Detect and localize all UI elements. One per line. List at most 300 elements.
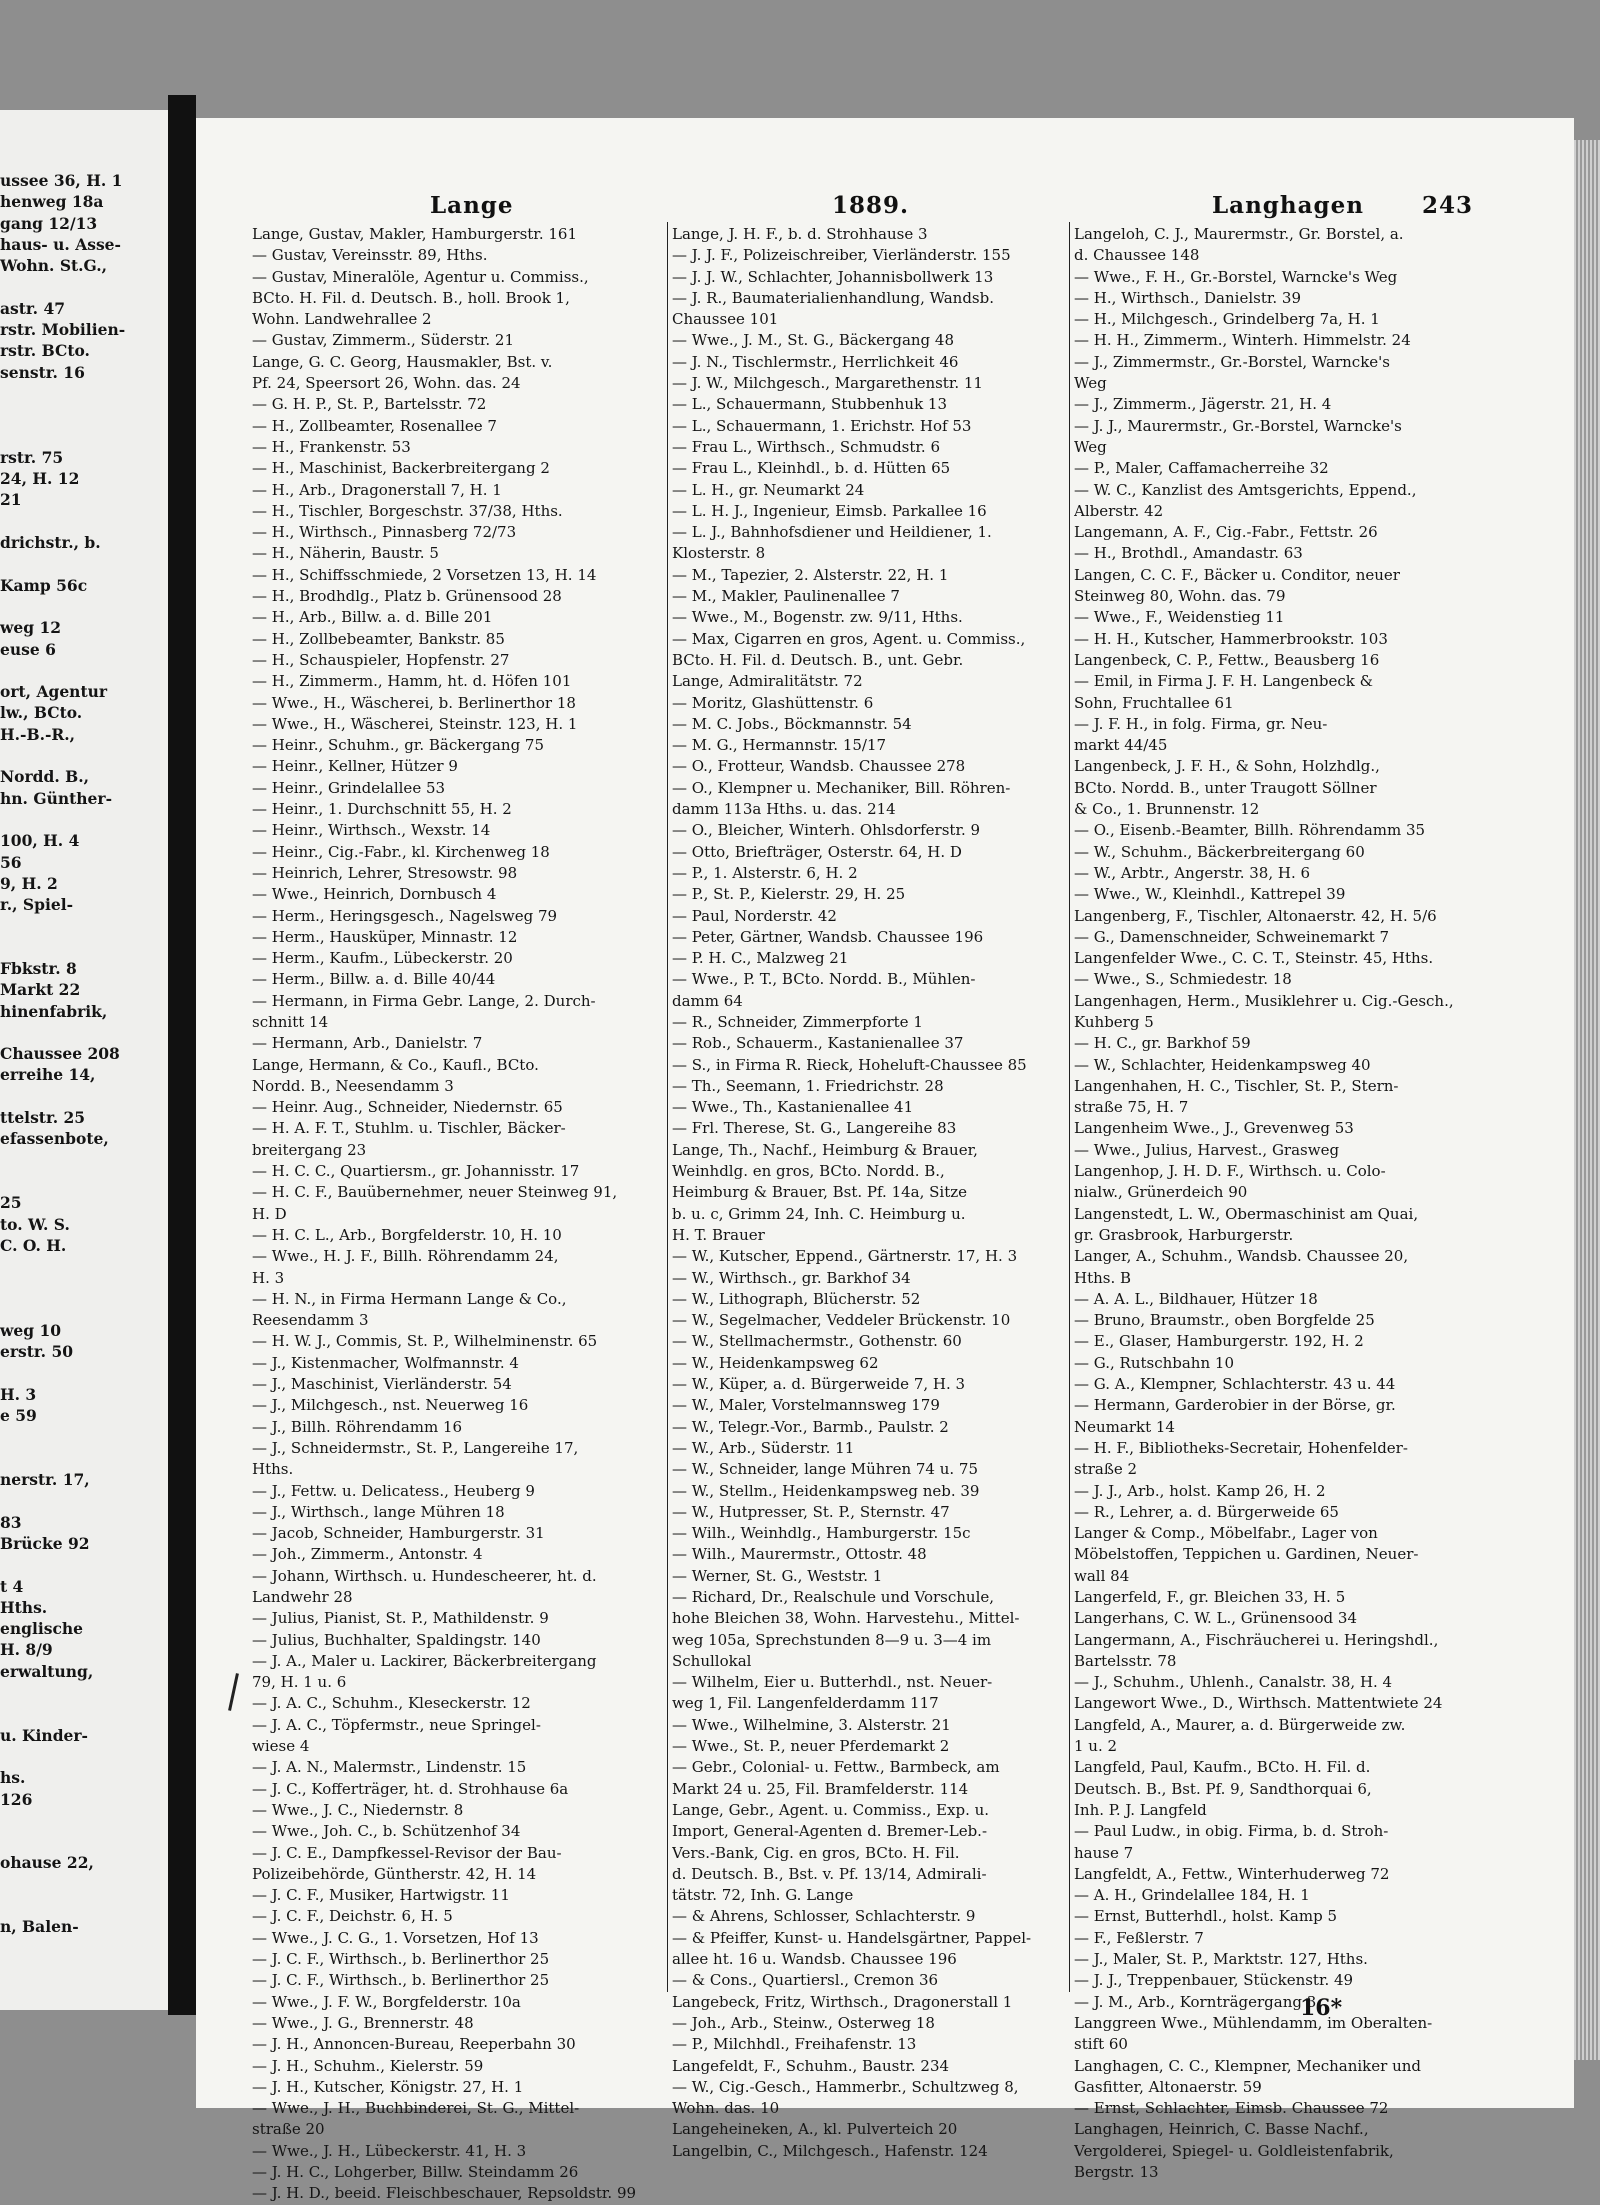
entry-line: — J. C. F., Wirthsch., b. Berlinerthor 25 xyxy=(252,1950,550,1969)
entry-line: Neumarkt 14 xyxy=(1074,1417,1175,1436)
entry-line: — W., Schuhm., Bäckerbreitergang 60 xyxy=(1074,842,1365,861)
entry-line: — Frau L., Kleinhdl., b. d. Hütten 65 xyxy=(672,459,951,478)
entry-line: straße 20 xyxy=(252,2120,325,2139)
left-page-line xyxy=(0,660,168,681)
entry-line: — W., Maler, Vorstelmannsweg 179 xyxy=(672,1396,940,1415)
directory-column-3 xyxy=(1074,224,1488,2183)
left-page-line: ohause 22, xyxy=(0,1853,94,1873)
entry-line: Heimburg & Brauer, Bst. Pf. 14a, Sitze xyxy=(672,1183,968,1202)
entry-line: Schullokal xyxy=(672,1651,752,1670)
left-page-line: Kamp 56c xyxy=(0,575,88,595)
entry-line: — H., Wirthsch., Danielstr. 39 xyxy=(1074,288,1301,307)
left-page-line xyxy=(0,1171,168,1192)
left-page-line xyxy=(0,745,168,766)
left-page-line xyxy=(0,404,168,425)
entry-line: — J. R., Baumaterialienhandlung, Wandsb. xyxy=(672,288,995,307)
left-page-line xyxy=(0,1895,168,1916)
entry-line: — Hermann, Arb., Danielstr. 7 xyxy=(252,1034,483,1053)
entry-line: Langermann, A., Fischräucherei u. Heringshdl., xyxy=(1074,1630,1439,1649)
left-page-line xyxy=(0,426,168,447)
entry-line: — J., Schuhm., Uhlenh., Canalstr. 38, H. 4 xyxy=(1074,1673,1393,1692)
entry-line: — J. H., Annoncen-Bureau, Reeperbahn 30 xyxy=(252,2035,576,2054)
page-number: 243 xyxy=(1422,192,1474,219)
entry-line: — Wwe., F. H., Gr.-Borstel, Warncke's Weg xyxy=(1074,267,1398,286)
entry-line: — Wwe., Heinrich, Dornbusch 4 xyxy=(252,885,497,904)
entry-line: — O., Bleicher, Winterh. Ohlsdorferstr. 9 xyxy=(672,821,981,840)
entry-line: — J., Kistenmacher, Wolfmannstr. 4 xyxy=(252,1353,519,1372)
entry-line: — J. C. F., Wirthsch., b. Berlinerthor 25 xyxy=(252,1971,550,1990)
entry-line: — L., Schauermann, 1. Erichstr. Hof 53 xyxy=(672,416,972,435)
entry-line: — W., Hutpresser, St. P., Sternstr. 47 xyxy=(672,1502,950,1521)
entry-line: — Th., Seemann, 1. Friedrichstr. 28 xyxy=(672,1076,944,1095)
entry-line: — A. A. L., Bildhauer, Hützer 18 xyxy=(1074,1289,1318,1308)
entry-line: Polizeibehörde, Güntherstr. 42, H. 14 xyxy=(252,1864,537,1883)
entry-line: — J. M., Arb., Kornträgergang 3 xyxy=(1074,1992,1317,2011)
entry-line: — J. H. D., beeid. Fleischbeschauer, Repsoldstr. 99 xyxy=(252,2184,637,2203)
entry-line: — Paul, Norderstr. 42 xyxy=(672,906,837,925)
entry-line: nialw., Grünerdeich 90 xyxy=(1074,1183,1248,1202)
entry-line: — J. J., Maurermstr., Gr.-Borstel, Warncke's xyxy=(1074,416,1402,435)
entry-line: stift 60 xyxy=(1074,2035,1128,2054)
entry-line: — Frau L., Wirthsch., Schmudstr. 6 xyxy=(672,437,941,456)
left-page-line: Wohn. St.G., xyxy=(0,256,108,276)
entry-line: — H. N., in Firma Hermann Lange & Co., xyxy=(252,1289,567,1308)
entry-line: — Rob., Schauerm., Kastanienallee 37 xyxy=(672,1034,964,1053)
left-page-line xyxy=(0,1746,168,1767)
left-page-line xyxy=(0,1554,168,1575)
left-page-line xyxy=(0,937,168,958)
entry-line: Bergstr. 13 xyxy=(1074,2163,1159,2182)
left-page-line: 21 xyxy=(0,490,22,510)
entry-line: — Herm., Hausküper, Minnastr. 12 xyxy=(252,927,518,946)
entry-line: — Gustav, Mineralöle, Agentur u. Commiss., xyxy=(252,267,589,286)
entry-line: — J., Billh. Röhrendamm 16 xyxy=(252,1417,463,1436)
entry-line: BCto. Nordd. B., unter Traugott Söllner xyxy=(1074,778,1377,797)
entry-line: — & Ahrens, Schlosser, Schlachterstr. 9 xyxy=(672,1907,976,1926)
left-page-line: hs. xyxy=(0,1768,26,1788)
left-page-line: lw., BCto. xyxy=(0,703,83,723)
entry-line: — Herm., Billw. a. d. Bille 40/44 xyxy=(252,970,496,989)
entry-line: — L. H. J., Ingenieur, Eimsb. Parkallee 16 xyxy=(672,501,987,520)
left-page-line: 25 xyxy=(0,1193,22,1213)
entry-line: — H. H., Zimmerm., Winterh. Himmelstr. 24 xyxy=(1074,331,1411,350)
entry-line: — Gebr., Colonial- u. Fettw., Barmbeck, am xyxy=(672,1758,1000,1777)
left-page-line: 83 xyxy=(0,1512,22,1532)
entry-line: Langemann, A. F., Cig.-Fabr., Fettstr. 26 xyxy=(1074,523,1378,542)
entry-line: Lange, Gustav, Makler, Hamburgerstr. 161 xyxy=(252,225,577,243)
entry-line: — Hermann, in Firma Gebr. Lange, 2. Durch- xyxy=(252,991,596,1010)
entry-line: — L. H., gr. Neumarkt 24 xyxy=(672,480,865,499)
entry-line: — J. J., Arb., holst. Kamp 26, H. 2 xyxy=(1074,1481,1326,1500)
entry-line: — J., Wirthsch., lange Mühren 18 xyxy=(252,1502,505,1521)
entry-line: — J. C. F., Deichstr. 6, H. 5 xyxy=(252,1907,453,1926)
entry-line: — Johann, Wirthsch. u. Hundescheerer, ht. d. xyxy=(252,1566,597,1585)
entry-line: — W., Heidenkampsweg 62 xyxy=(672,1353,879,1372)
entry-line: Lange, Gebr., Agent. u. Commiss., Exp. u. xyxy=(672,1800,990,1819)
entry-line: — Heinr., Cig.-Fabr., kl. Kirchenweg 18 xyxy=(252,842,550,861)
entry-line: — Emil, in Firma J. F. H. Langenbeck & xyxy=(1074,672,1374,691)
left-page-line xyxy=(0,1831,168,1852)
entry-line: — J. F. H., in folg. Firma, gr. Neu- xyxy=(1074,714,1328,733)
left-page-line xyxy=(0,511,168,532)
entry-line: Langenbeck, J. F. H., & Sohn, Holzhdlg., xyxy=(1074,757,1380,776)
entry-line: — Hermann, Garderobier in der Börse, gr. xyxy=(1074,1396,1396,1415)
entry-line: Langewort Wwe., D., Wirthsch. Mattentwiete 24 xyxy=(1074,1694,1443,1713)
column-rule xyxy=(667,222,668,1992)
entry-line: — J. C., Kofferträger, ht. d. Strohhause 6a xyxy=(252,1779,569,1798)
entry-line: Wohn. Landwehrallee 2 xyxy=(252,310,432,329)
entry-line: Lange, Th., Nachf., Heimburg & Brauer, xyxy=(672,1140,978,1159)
left-page-line: rstr. 75 xyxy=(0,447,64,467)
entry-line: — Wwe., J. H., Lübeckerstr. 41, H. 3 xyxy=(252,2141,527,2160)
directory-column-1 xyxy=(252,224,666,2205)
entry-line: — Richard, Dr., Realschule und Vorschule, xyxy=(672,1588,995,1606)
entry-line: Langgreen Wwe., Mühlendamm, im Oberalten- xyxy=(1074,2013,1433,2032)
entry-line: — H. C. F., Bauübernehmer, neuer Steinweg 91, xyxy=(252,1183,618,1202)
left-page-line xyxy=(0,553,168,574)
left-page-line xyxy=(0,1703,168,1724)
entry-line: — Wwe., Th., Kastanienallee 41 xyxy=(672,1098,914,1117)
entry-line: — H., Schauspieler, Hopfenstr. 27 xyxy=(252,650,510,669)
entry-line: Weg xyxy=(1074,437,1107,456)
entry-line: — M., Makler, Paulinenallee 7 xyxy=(672,587,900,606)
header-left-name: Lange xyxy=(430,192,514,219)
entry-line: — Max, Cigarren en gros, Agent. u. Commiss., xyxy=(672,629,1026,648)
entry-line: — J. C. E., Dampfkessel-Revisor der Bau- xyxy=(252,1843,562,1862)
entry-line: — G., Damenschneider, Schweinemarkt 7 xyxy=(1074,927,1390,946)
left-page-line: henweg 18a xyxy=(0,192,104,212)
entry-line: breitergang 23 xyxy=(252,1140,367,1159)
page-edge xyxy=(1574,140,1600,2060)
entry-line: — E., Glaser, Hamburgerstr. 192, H. 2 xyxy=(1074,1332,1364,1351)
entry-line: — W., Stellmachermstr., Gothenstr. 60 xyxy=(672,1332,962,1351)
entry-line: — J., Milchgesch., nst. Neuerweg 16 xyxy=(252,1396,529,1415)
entry-line: — Wwe., St. P., neuer Pferdemarkt 2 xyxy=(672,1737,950,1756)
entry-line: — H., Arb., Dragonerstall 7, H. 1 xyxy=(252,480,502,499)
entry-line: Langhagen, C. C., Klempner, Mechaniker und xyxy=(1074,2056,1421,2075)
entry-line: — H., Zimmerm., Hamm, ht. d. Höfen 101 xyxy=(252,672,572,691)
entry-line: Deutsch. B., Bst. Pf. 9, Sandthorquai 6, xyxy=(1074,1779,1372,1798)
entry-line: Weinhdlg. en gros, BCto. Nordd. B., xyxy=(672,1162,945,1181)
entry-line: Langebeck, Fritz, Wirthsch., Dragonerstall 1 xyxy=(672,1992,1013,2011)
directory-column-2 xyxy=(672,224,1086,2162)
left-page-line: efassenbote, xyxy=(0,1129,109,1149)
entry-line: — J. H., Schuhm., Kielerstr. 59 xyxy=(252,2056,484,2075)
left-page-line: e 59 xyxy=(0,1406,37,1426)
entry-line: weg 105a, Sprechstunden 8—9 u. 3—4 im xyxy=(672,1630,992,1649)
left-page-line: hinenfabrik, xyxy=(0,1001,108,1021)
left-page-line xyxy=(0,383,168,404)
entry-line: 1 u. 2 xyxy=(1074,1737,1118,1756)
entry-line: — J. W., Milchgesch., Margarethenstr. 11 xyxy=(672,374,983,393)
entry-line: BCto. H. Fil. d. Deutsch. B., unt. Gebr. xyxy=(672,650,964,669)
left-page-line: 56 xyxy=(0,852,22,872)
entry-line: d. Chaussee 148 xyxy=(1074,246,1200,265)
entry-line: & Co., 1. Brunnenstr. 12 xyxy=(1074,800,1260,819)
entry-line: — L. J., Bahnhofsdiener und Heildiener, 1. xyxy=(672,523,992,542)
entry-line: — W., Arbtr., Angerstr. 38, H. 6 xyxy=(1074,863,1311,882)
entry-line: — H. W. J., Commis, St. P., Wilhelminenstr. 65 xyxy=(252,1332,598,1351)
entry-line: Hths. B xyxy=(1074,1268,1132,1287)
left-page-line: ort, Agentur xyxy=(0,682,108,702)
entry-line: straße 2 xyxy=(1074,1460,1138,1479)
entry-line: — Wwe., Joh. C., b. Schützenhof 34 xyxy=(252,1822,521,1841)
entry-line: — Wwe., P. T., BCto. Nordd. B., Mühlen- xyxy=(672,970,976,989)
entry-line: — Wwe., H., Wäscherei, Steinstr. 123, H. 1 xyxy=(252,714,578,733)
left-page-line: 126 xyxy=(0,1789,33,1809)
left-page-line xyxy=(0,1256,168,1277)
entry-line: — W., Lithograph, Blücherstr. 52 xyxy=(672,1289,921,1308)
entry-line: — P., Maler, Caffamacherreihe 32 xyxy=(1074,459,1329,478)
entry-line: — Wwe., Julius, Harvest., Grasweg xyxy=(1074,1140,1340,1159)
entry-line: Langer, A., Schuhm., Wandsb. Chaussee 20, xyxy=(1074,1247,1409,1266)
entry-line: — H., Milchgesch., Grindelberg 7a, H. 1 xyxy=(1074,310,1380,329)
entry-line: hause 7 xyxy=(1074,1843,1134,1862)
entry-line: — W., Arb., Süderstr. 11 xyxy=(672,1438,855,1457)
entry-line: — J. A. C., Töpfermstr., neue Springel- xyxy=(252,1715,541,1734)
entry-line: — Peter, Gärtner, Wandsb. Chaussee 196 xyxy=(672,927,984,946)
entry-line: Langhagen, Heinrich, C. Basse Nachf., xyxy=(1074,2120,1369,2139)
left-page-line: erwaltung, xyxy=(0,1661,94,1681)
left-page-line xyxy=(0,276,168,297)
entry-line: — Herm., Kaufm., Lübeckerstr. 20 xyxy=(252,949,513,968)
left-page-line: astr. 47 xyxy=(0,298,66,318)
left-page-line xyxy=(0,1448,168,1469)
entry-line: Möbelstoffen, Teppichen u. Gardinen, Neuer- xyxy=(1074,1545,1419,1564)
entry-line: — Wwe., J. H., Buchbinderei, St. G., Mittel- xyxy=(252,2099,580,2118)
entry-line: — R., Lehrer, a. d. Bürgerweide 65 xyxy=(1074,1502,1339,1521)
entry-line: — Otto, Briefträger, Osterstr. 64, H. D xyxy=(672,842,962,861)
left-page-line: H.-B.-R., xyxy=(0,724,76,744)
entry-line: — O., Frotteur, Wandsb. Chaussee 278 xyxy=(672,757,966,776)
left-page-line xyxy=(0,1810,168,1831)
left-page-line: Nordd. B., xyxy=(0,767,90,787)
entry-line: Langenheim Wwe., J., Grevenweg 53 xyxy=(1074,1119,1354,1138)
entry-line: straße 75, H. 7 xyxy=(1074,1098,1189,1117)
entry-line: — Heinr., Kellner, Hützer 9 xyxy=(252,757,458,776)
entry-line: weg 1, Fil. Langenfelderdamm 117 xyxy=(672,1694,939,1713)
entry-line: — W. C., Kanzlist des Amtsgerichts, Eppend., xyxy=(1074,480,1417,499)
entry-line: — H., Näherin, Baustr. 5 xyxy=(252,544,439,563)
entry-line: wall 84 xyxy=(1074,1566,1130,1585)
entry-line: — H., Wirthsch., Pinnasberg 72/73 xyxy=(252,523,517,542)
entry-line: — H. C., gr. Barkhof 59 xyxy=(1074,1034,1251,1053)
entry-line: — G. A., Klempner, Schlachterstr. 43 u. 44 xyxy=(1074,1375,1396,1394)
entry-line: Langerhans, C. W. L., Grünensood 34 xyxy=(1074,1609,1358,1628)
entry-line: Import, General-Agenten d. Bremer-Leb.- xyxy=(672,1822,988,1841)
entry-line: Langfeldt, A., Fettw., Winterhuderweg 72 xyxy=(1074,1864,1390,1883)
left-page-line: 100, H. 4 xyxy=(0,831,80,851)
entry-line: — & Cons., Quartiersl., Cremon 36 xyxy=(672,1971,939,1990)
entry-line: — H., Schiffsschmiede, 2 Vorsetzen 13, H. 14 xyxy=(252,565,597,584)
left-page-line: H. 3 xyxy=(0,1384,37,1404)
entry-line: Inh. P. J. Langfeld xyxy=(1074,1800,1207,1819)
entry-line: — Frl. Therese, St. G., Langereihe 83 xyxy=(672,1119,957,1138)
entry-line: Lange, J. H. F., b. d. Strohhause 3 xyxy=(672,225,928,243)
left-page-line: drichstr., b. xyxy=(0,533,101,553)
entry-line: — G. H. P., St. P., Bartelsstr. 72 xyxy=(252,395,487,414)
entry-line: — J. J. W., Schlachter, Johannisbollwerk 13 xyxy=(672,267,994,286)
left-page-line: Markt 22 xyxy=(0,980,81,1000)
entry-line: — J. J. F., Polizeischreiber, Vierländerstr. 155 xyxy=(672,246,1011,265)
entry-line: — H., Tischler, Borgeschstr. 37/38, Hths. xyxy=(252,501,563,520)
signature-mark: 16* xyxy=(1300,1995,1343,2021)
left-page-line: rstr. Mobilien- xyxy=(0,320,126,340)
entry-line: Langfeld, A., Maurer, a. d. Bürgerweide zw. xyxy=(1074,1715,1406,1734)
entry-line: — Heinr., Grindelallee 53 xyxy=(252,778,446,797)
entry-line: Sohn, Fruchtallee 61 xyxy=(1074,693,1234,712)
entry-line: — Wwe., F., Weidenstieg 11 xyxy=(1074,608,1285,627)
entry-line: gr. Grasbrook, Harburgerstr. xyxy=(1074,1225,1294,1244)
left-page-line xyxy=(0,1086,168,1107)
left-page-line: to. W. S. xyxy=(0,1214,70,1234)
entry-line: — O., Eisenb.-Beamter, Billh. Röhrendamm 35 xyxy=(1074,821,1426,840)
entry-line: damm 64 xyxy=(672,991,743,1010)
entry-line: d. Deutsch. B., Bst. v. Pf. 13/14, Admirali- xyxy=(672,1864,987,1883)
entry-line: — Heinr., Wirthsch., Wexstr. 14 xyxy=(252,821,491,840)
entry-line: — M. C. Jobs., Böckmannstr. 54 xyxy=(672,714,912,733)
entry-line: — H. A. F. T., Stuhlm. u. Tischler, Bäcker- xyxy=(252,1119,566,1138)
entry-line: markt 44/45 xyxy=(1074,736,1168,755)
entry-line: — W., Stellm., Heidenkampsweg neb. 39 xyxy=(672,1481,980,1500)
entry-line: — Wwe., J. C. G., 1. Vorsetzen, Hof 13 xyxy=(252,1928,539,1947)
left-page-line: C. O. H. xyxy=(0,1235,67,1255)
entry-line: Langelbin, C., Milchgesch., Hafenstr. 124 xyxy=(672,2141,988,2160)
entry-line: damm 113a Hths. u. das. 214 xyxy=(672,800,896,819)
left-page-line: Hths. xyxy=(0,1597,48,1617)
left-page-line xyxy=(0,915,168,936)
entry-line: — Jacob, Schneider, Hamburgerstr. 31 xyxy=(252,1524,545,1543)
entry-line: — Gustav, Zimmerm., Süderstr. 21 xyxy=(252,331,515,350)
left-page-line xyxy=(0,1682,168,1703)
entry-line: — Wwe., J. C., Niedernstr. 8 xyxy=(252,1800,464,1819)
entry-line: Langer & Comp., Möbelfabr., Lager von xyxy=(1074,1524,1378,1543)
entry-line: — Ernst, Schlachter, Eimsb. Chaussee 72 xyxy=(1074,2099,1389,2118)
entry-line: Klosterstr. 8 xyxy=(672,544,766,563)
entry-line: — H., Zollbebeamter, Bankstr. 85 xyxy=(252,629,505,648)
entry-line: — G., Rutschbahn 10 xyxy=(1074,1353,1234,1372)
entry-line: — Wwe., J. G., Brennerstr. 48 xyxy=(252,2013,474,2032)
entry-line: — Wwe., S., Schmiedestr. 18 xyxy=(1074,970,1292,989)
left-page-line: euse 6 xyxy=(0,639,56,659)
entry-line: — W., Küper, a. d. Bürgerweide 7, H. 3 xyxy=(672,1375,966,1394)
entry-line: — Wwe., H. J. F., Billh. Röhrendamm 24, xyxy=(252,1247,559,1266)
left-page-line: 24, H. 12 xyxy=(0,469,80,489)
left-page-line: ttelstr. 25 xyxy=(0,1108,86,1128)
entry-line: — Herm., Heringsgesch., Nagelsweg 79 xyxy=(252,906,558,925)
entry-line: — Werner, St. G., Weststr. 1 xyxy=(672,1566,883,1585)
entry-line: — Paul Ludw., in obig. Firma, b. d. Stroh- xyxy=(1074,1822,1389,1841)
entry-line: H. T. Brauer xyxy=(672,1225,765,1244)
left-page-line: n, Balen- xyxy=(0,1917,79,1937)
entry-line: — Bruno, Braumstr., oben Borgfelde 25 xyxy=(1074,1311,1375,1330)
entry-line: — J., Zimmerm., Jägerstr. 21, H. 4 xyxy=(1074,395,1332,414)
left-page-line: H. 8/9 xyxy=(0,1640,53,1660)
left-page-line: rstr. BCto. xyxy=(0,341,90,361)
entry-line: — W., Schneider, lange Mühren 74 u. 75 xyxy=(672,1460,979,1479)
left-page-line xyxy=(0,1022,168,1043)
entry-line: schnitt 14 xyxy=(252,1012,329,1031)
entry-line: — Heinrich, Lehrer, Stresowstr. 98 xyxy=(252,863,518,882)
left-page-line: erreihe 14, xyxy=(0,1065,96,1085)
entry-line: — Joh., Zimmerm., Antonstr. 4 xyxy=(252,1545,483,1564)
entry-line: — H., Zollbeamter, Rosenallee 7 xyxy=(252,416,497,435)
entry-line: Lange, Hermann, & Co., Kaufl., BCto. xyxy=(252,1055,539,1074)
entry-line: — Wwe., W., Kleinhdl., Kattrepel 39 xyxy=(1074,885,1346,904)
entry-line: — H. C. C., Quartiersm., gr. Johannisstr. 17 xyxy=(252,1162,580,1181)
entry-line: Hths. xyxy=(252,1460,294,1479)
entry-line: — W., Kutscher, Eppend., Gärtnerstr. 17, H. 3 xyxy=(672,1247,1018,1266)
entry-line: — J. C. F., Musiker, Hartwigstr. 11 xyxy=(252,1886,510,1905)
entry-line: — H., Maschinist, Backerbreitergang 2 xyxy=(252,459,550,478)
entry-line: wiese 4 xyxy=(252,1737,310,1756)
left-page-line: nerstr. 17, xyxy=(0,1470,90,1490)
left-page-line xyxy=(0,1363,168,1384)
entry-line: — H., Frankenstr. 53 xyxy=(252,437,411,456)
entry-line: — Heinr., Schuhm., gr. Bäckergang 75 xyxy=(252,736,545,755)
entry-line: Alberstr. 42 xyxy=(1074,501,1164,520)
entry-line: — F., Feßlerstr. 7 xyxy=(1074,1928,1204,1947)
entry-line: Chaussee 101 xyxy=(672,310,779,329)
left-page-line: r., Spiel- xyxy=(0,895,74,915)
entry-line: — R., Schneider, Zimmerpforte 1 xyxy=(672,1012,923,1031)
entry-line: — W., Cig.-Gesch., Hammerbr., Schultzweg 8, xyxy=(672,2077,1019,2096)
entry-line: Langerfeld, F., gr. Bleichen 33, H. 5 xyxy=(1074,1588,1346,1606)
entry-line: — W., Segelmacher, Veddeler Brückenstr. 10 xyxy=(672,1311,1011,1330)
entry-line: Lange, Admiralitätstr. 72 xyxy=(672,672,863,691)
entry-line: Kuhberg 5 xyxy=(1074,1012,1154,1031)
left-page-line: hn. Günther- xyxy=(0,788,112,808)
entry-line: — H., Arb., Billw. a. d. Bille 201 xyxy=(252,608,493,627)
left-page xyxy=(0,110,168,2010)
entry-line: — M., Tapezier, 2. Alsterstr. 22, H. 1 xyxy=(672,565,949,584)
entry-line: — H. F., Bibliotheks-Secretair, Hohenfelder- xyxy=(1074,1438,1408,1457)
entry-line: Langenhagen, Herm., Musiklehrer u. Cig.-Gesch., xyxy=(1074,991,1454,1010)
left-page-line xyxy=(0,1490,168,1511)
entry-line: Vers.-Bank, Cig. en gros, BCto. H. Fil. xyxy=(672,1843,960,1862)
entry-line: — Heinr. Aug., Schneider, Niedernstr. 65 xyxy=(252,1098,563,1117)
left-page-line xyxy=(0,809,168,830)
entry-line: — P. H. C., Malzweg 21 xyxy=(672,949,849,968)
entry-line: — J. J., Treppenbauer, Stückenstr. 49 xyxy=(1074,1971,1354,1990)
left-page-line: weg 10 xyxy=(0,1321,62,1341)
entry-line: Langenberg, F., Tischler, Altonaerstr. 42, H. 5/6 xyxy=(1074,906,1437,925)
entry-line: — J. A., Maler u. Lackirer, Bäckerbreitergang xyxy=(252,1651,597,1670)
entry-line: Wohn. das. 10 xyxy=(672,2099,780,2118)
entry-line: — O., Klempner u. Mechaniker, Bill. Röhren- xyxy=(672,778,1011,797)
entry-line: — J. H., Kutscher, Königstr. 27, H. 1 xyxy=(252,2077,524,2096)
left-page-line: englische xyxy=(0,1619,84,1639)
left-page-line: gang 12/13 xyxy=(0,213,98,233)
left-page-line xyxy=(0,596,168,617)
entry-line: — Moritz, Glashüttenstr. 6 xyxy=(672,693,874,712)
entry-line: — Wwe., J. F. W., Borgfelderstr. 10a xyxy=(252,1992,521,2011)
entry-line: — Joh., Arb., Steinw., Osterweg 18 xyxy=(672,2013,935,2032)
left-page-line xyxy=(0,1874,168,1895)
entry-line: Landwehr 28 xyxy=(252,1588,353,1606)
entry-line: — P., 1. Alsterstr. 6, H. 2 xyxy=(672,863,858,882)
entry-line: — J., Maschinist, Vierländerstr. 54 xyxy=(252,1375,512,1394)
entry-line: Vergolderei, Spiegel- u. Goldleistenfabrik, xyxy=(1074,2141,1394,2160)
entry-line: H. 3 xyxy=(252,1268,285,1287)
entry-line: Langfeld, Paul, Kaufm., BCto. H. Fil. d. xyxy=(1074,1758,1371,1777)
entry-line: — Wwe., J. M., St. G., Bäckergang 48 xyxy=(672,331,955,350)
entry-line: — J., Schneidermstr., St. P., Langereihe 17, xyxy=(252,1438,579,1457)
entry-line: — Julius, Buchhalter, Spaldingstr. 140 xyxy=(252,1630,541,1649)
entry-line: Weg xyxy=(1074,374,1107,393)
entry-line: Langenhop, J. H. D. F., Wirthsch. u. Colo- xyxy=(1074,1162,1386,1181)
entry-line: — J. N., Tischlermstr., Herrlichkeit 46 xyxy=(672,352,959,371)
